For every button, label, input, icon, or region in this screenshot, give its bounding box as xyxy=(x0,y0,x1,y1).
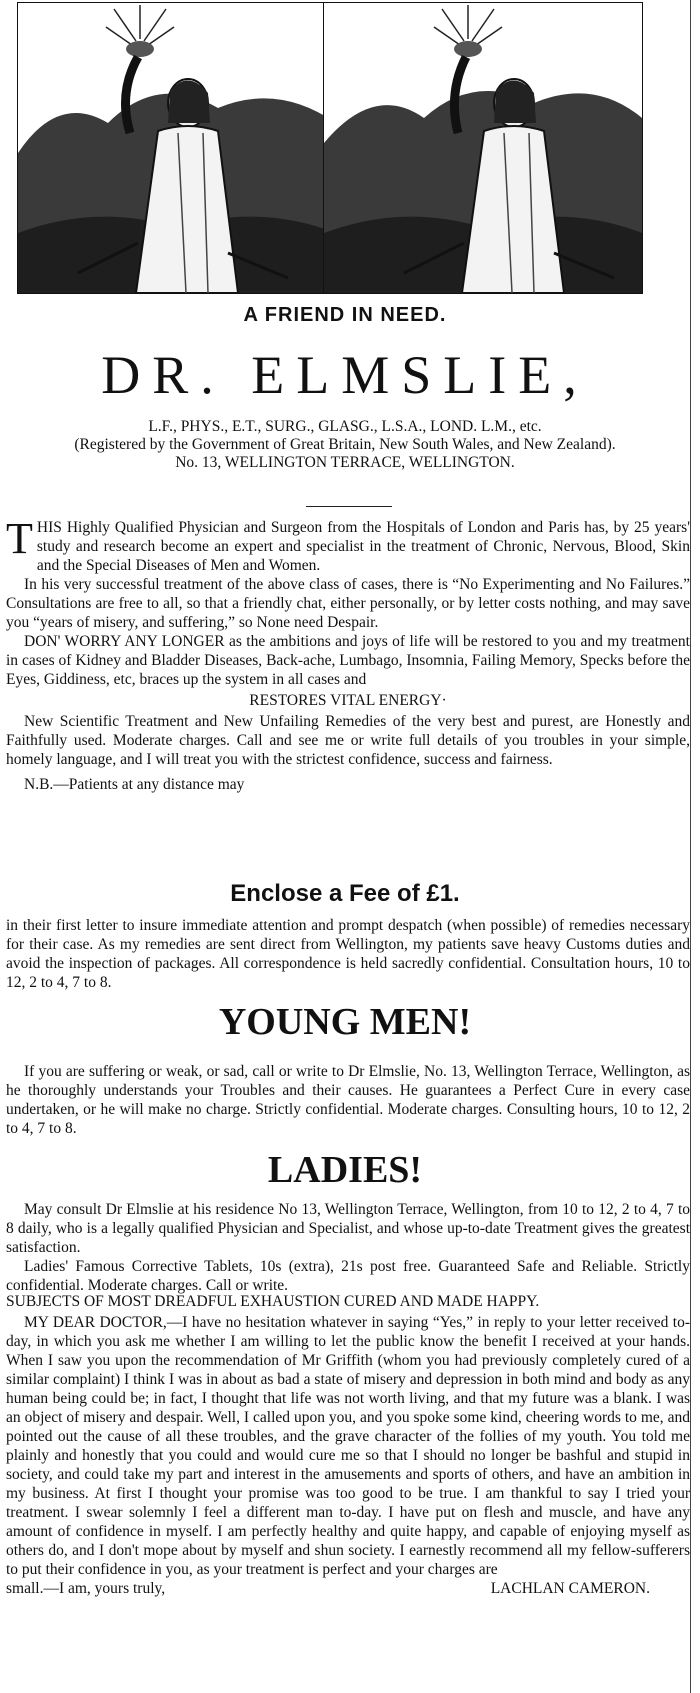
registration: (Registered by the Government of Great Britain, New South Wales, and New Zealand). xyxy=(74,436,616,453)
qualifications-block xyxy=(0,418,690,472)
separator xyxy=(306,506,392,507)
signature: LACHLAN CAMERON. xyxy=(490,1580,650,1597)
intro-paragraph-3: DON' WORRY ANY LONGER as the ambitions and joys of life will be restored to you and my treatment in cases of Kidney and Bladder Diseases, Back-ache, Lumbago, Insomnia, Failing Memory, Specks before the Eyes, Giddiness, etc, braces up the system in all cases and xyxy=(6,633,690,688)
closing: small.—I am, yours truly, xyxy=(6,1580,166,1597)
fee-section xyxy=(6,916,690,992)
address: No. 13, WELLINGTON TERRACE, WELLINGTON. xyxy=(175,454,515,471)
ladies-heading: LADIES! xyxy=(267,1149,423,1191)
signoff-row xyxy=(6,1579,690,1598)
intro-section xyxy=(6,514,690,794)
tagline: A FRIEND IN NEED. xyxy=(243,304,447,326)
qualifications: L.F., PHYS., E.T., SURG., GLASG., L.S.A., LOND. L.M., etc. xyxy=(148,418,542,435)
torch-bearing-woman-icon xyxy=(324,3,642,293)
drop-cap: T xyxy=(6,514,33,563)
illustration-right xyxy=(323,2,643,294)
intro-paragraph: THIS Highly Qualified Physician and Surgeon from the Hospitals of London and Paris has, by 25 years' study and research become an expert and specialist in the treatment of Chronic, Nervous, Blood, Skin and the Special Diseases of Men and Women. xyxy=(6,514,690,574)
young-men-text: If you are suffering or weak, or sad, call or write to Dr Elmslie, No. 13, Wellington Terrace, Wellington, as he thoroughly understands your Troubles and their causes. He guarantees a Perfect Cure in every case undertaken, or he will make no charge. Strictly confidential. Moderate charges. Consulting hours, 10 to 12, 2 to 4, 7 to 8. xyxy=(6,1063,690,1137)
doctor-name: DR. ELMSLIE, xyxy=(101,345,589,405)
young-men-section xyxy=(6,1062,690,1138)
intro-paragraph-2: In his very successful treatment of the above class of cases, there is “No Experimenting and No Failures.” Consultations are free to all, so that a friendly chat, either personally, or by letter costs nothing, and may save you “years of misery, and suffering,” so None need Despair. xyxy=(6,576,690,631)
testimonial-heading: SUBJECTS OF MOST DREADFUL EXHAUSTION CURED AND MADE HAPPY. xyxy=(6,1293,540,1310)
ladies-paragraph-1: May consult Dr Elmslie at his residence No 13, Wellington Terrace, Wellington, from 10 to 12, 2 to 4, 7 to 8 daily, who is a legally qualified Physician and Specialist, and whose up-to-date Treatment gives the greatest satisfaction. xyxy=(6,1201,690,1256)
illustration-left xyxy=(17,2,337,294)
testimonial-text: MY DEAR DOCTOR,—I have no hesitation whatever in saying “Yes,” in reply to your letter received to-day, in which you ask me whether I am willing to let the public know the benefit I received at your hands. When I saw you upon the recommendation of Mr Griffith (whom you had previously completely cured of a similar complaint) I think I was in about as bad a state of misery and depression in both mind and body as any human being could be; in fact, I thought that life was not worth living, and that my future was a blank. I was an object of misery and despair. Well, I called upon you, and you spoke some kind, cheering words to me, and pointed out the cause of all these troubles, and the grave character of the follies of my youth. You told me plainly and honestly that you could and would cure me so that I should no longer be bashful and stupid in society, and could take my part and interest in the amusements and sports of others, and have an ambition in my business. At first I thought your promise was too good to be true. I am thankful to say I tried your treatment. I swear solemnly I feel a different man to-day. I have put on flesh and muscle, and have any amount of confidence in myself. I am perfectly healthy and quite happy, and capable of enjoying myself as others do, and I don't mope about by myself and shun society. I earnestly recommend all my fellow-sufferers to put their confidence in you, as your treatment is perfect and your charges are xyxy=(6,1314,690,1578)
testimonial-section xyxy=(6,1290,690,1598)
young-men-heading: YOUNG MEN! xyxy=(218,1001,472,1043)
intro-paragraph-4: New Scientific Treatment and New Unfailing Remedies of the very best and purest, are Honestly and Faithfully used. Moderate charges. Call and see me or write full details of you troubles in your simple, homely language, and I will treat you with the strictest confidence, success and fairness. xyxy=(6,713,690,768)
ladies-paragraph-2: Ladies' Famous Corrective Tablets, 10s (extra), 21s post free. Guaranteed Safe and Reliable. Strictly confidential. Moderate charges. Call or write. xyxy=(6,1258,690,1294)
ladies-section xyxy=(6,1200,690,1295)
column-rule xyxy=(690,0,691,1693)
fee-heading: Enclose a Fee of £1. xyxy=(230,880,460,907)
torch-bearing-woman-icon xyxy=(18,3,336,293)
nb-note: N.B.—Patients at any distance may xyxy=(24,776,245,793)
restores-heading: RESTORES VITAL ENERGY· xyxy=(249,692,447,709)
fee-text: in their first letter to insure immediate attention and prompt despatch (when possible) of remedies necessary for their case. As my remedies are sent direct from Wellington, my patients save heavy Customs duties and avoid the inspection of packages. All correspondence is held sacredly confidential. Consultation hours, 10 to 12, 2 to 4, 7 to 8. xyxy=(6,917,690,991)
